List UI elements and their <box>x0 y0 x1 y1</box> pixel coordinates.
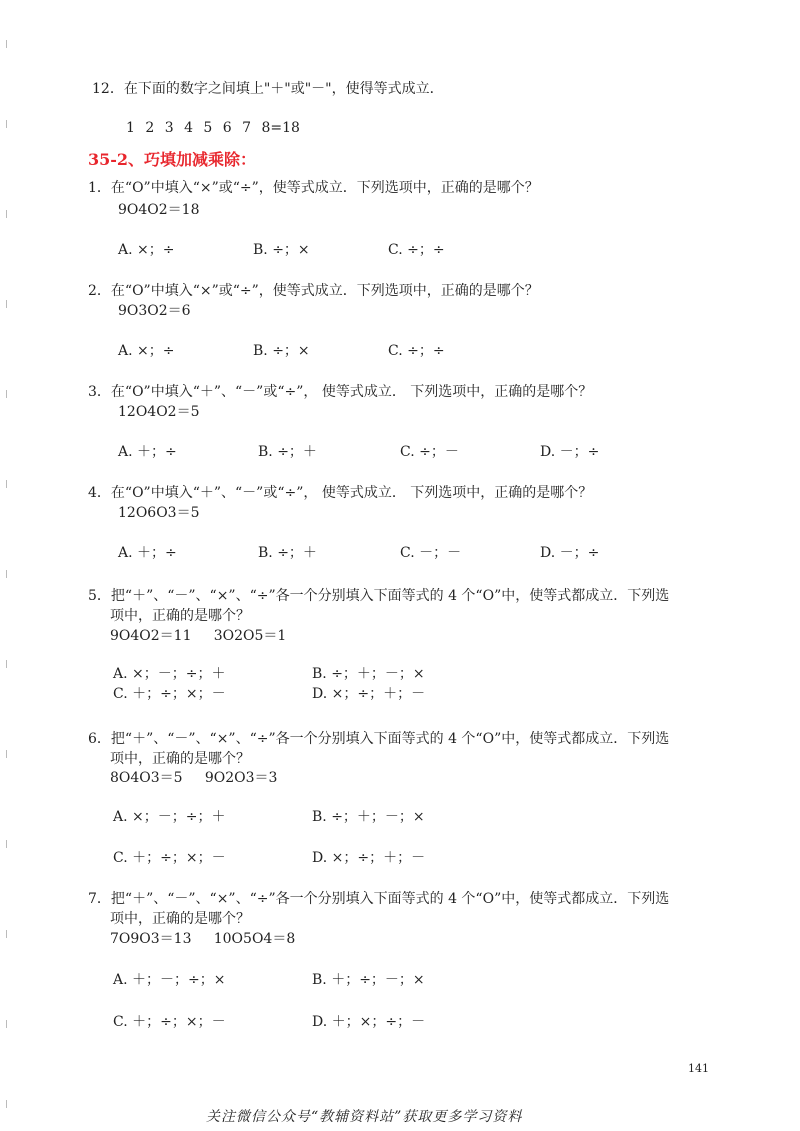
option-a: A. ×；÷ <box>118 242 175 258</box>
option-a: A. ×；÷ <box>118 343 175 359</box>
option-b: B. ÷；＋；－；× <box>312 809 425 825</box>
option-b: B. ÷；× <box>253 242 310 258</box>
question-text: 5．把“＋”、“－”、“×”、“÷”各一个分别填入下面等式的 4 个“O”中，使等式都成立．下列选 <box>88 588 670 604</box>
option-b: B. ÷；＋ <box>258 444 317 460</box>
question-equation: 9O4O2＝18 <box>118 202 200 218</box>
option-a: A. ＋；÷ <box>118 545 177 561</box>
section-title: 35-2、巧填加减乘除： <box>88 150 257 169</box>
question-text: 3．在“O”中填入“＋”、“－”或“÷”， 使等式成立． 下列选项中，正确的是哪个？ <box>88 384 593 400</box>
option-b: B. ＋；÷；－；× <box>312 972 425 988</box>
question-equation: 9O3O2＝6 <box>118 303 191 319</box>
question-text-cont: 项中，正确的是哪个？ <box>110 911 250 927</box>
question-equation: 12O6O3＝5 <box>118 505 200 521</box>
option-b: B. ÷；＋；－；× <box>312 666 425 682</box>
option-c: C. ÷；÷ <box>388 242 445 258</box>
question-text: 6．把“＋”、“－”、“×”、“÷”各一个分别填入下面等式的 4 个“O”中，使等式都成立．下列选 <box>88 731 670 747</box>
option-b: B. ÷；× <box>253 343 310 359</box>
option-c: C. ÷；－ <box>400 444 459 460</box>
option-b: B. ÷；＋ <box>258 545 317 561</box>
question-text: 4．在“O”中填入“＋”、“－”或“÷”， 使等式成立． 下列选项中，正确的是哪个？ <box>88 485 593 501</box>
question-text: 7．把“＋”、“－”、“×”、“÷”各一个分别填入下面等式的 4 个“O”中，使等式都成立．下列选 <box>88 891 670 907</box>
option-d: D. ＋；×；÷；－ <box>312 1014 426 1030</box>
footer-note: 关注微信公众号“教辅资料站”获取更多学习资料 <box>206 1109 523 1125</box>
option-a: A. ×；－；÷；＋ <box>113 809 226 825</box>
question-equation: 7O9O3＝13 10O5O4＝8 <box>110 931 296 947</box>
option-d: D. ×；÷；＋；－ <box>312 850 426 866</box>
option-a: A. ×；－；÷；＋ <box>113 666 226 682</box>
question-text: 1．在“O”中填入“×”或“÷”，使等式成立．下列选项中，正确的是哪个？ <box>88 180 539 196</box>
option-c: C. －；－ <box>400 545 462 561</box>
page-number: 141 <box>688 1062 709 1075</box>
option-c: C. ＋；÷；×；－ <box>113 850 226 866</box>
question-equation: 9O4O2＝11 3O2O5＝1 <box>110 628 287 644</box>
question-equation: 12O4O2＝5 <box>118 404 200 420</box>
option-d: D. －；÷ <box>540 444 600 460</box>
option-c: C. ＋；÷；×；－ <box>113 1014 226 1030</box>
option-c: C. ÷；÷ <box>388 343 445 359</box>
option-c: C. ＋；÷；×；－ <box>113 686 226 702</box>
question-text-cont: 项中，正确的是哪个？ <box>110 751 250 767</box>
question-expression: 1 2 3 4 5 6 7 8=18 <box>126 120 300 136</box>
option-d: D. －；÷ <box>540 545 600 561</box>
question-text-cont: 项中，正确的是哪个？ <box>110 608 250 624</box>
question-text: 12．在下面的数字之间填上"＋"或"－"，使得等式成立． <box>92 81 444 97</box>
option-d: D. ×；÷；＋；－ <box>312 686 426 702</box>
option-a: A. ＋；÷ <box>118 444 177 460</box>
question-text: 2．在“O”中填入“×”或“÷”，使等式成立．下列选项中，正确的是哪个？ <box>88 283 539 299</box>
option-a: A. ＋；－；÷；× <box>113 972 226 988</box>
question-equation: 8O4O3＝5 9O2O3＝3 <box>110 770 278 786</box>
